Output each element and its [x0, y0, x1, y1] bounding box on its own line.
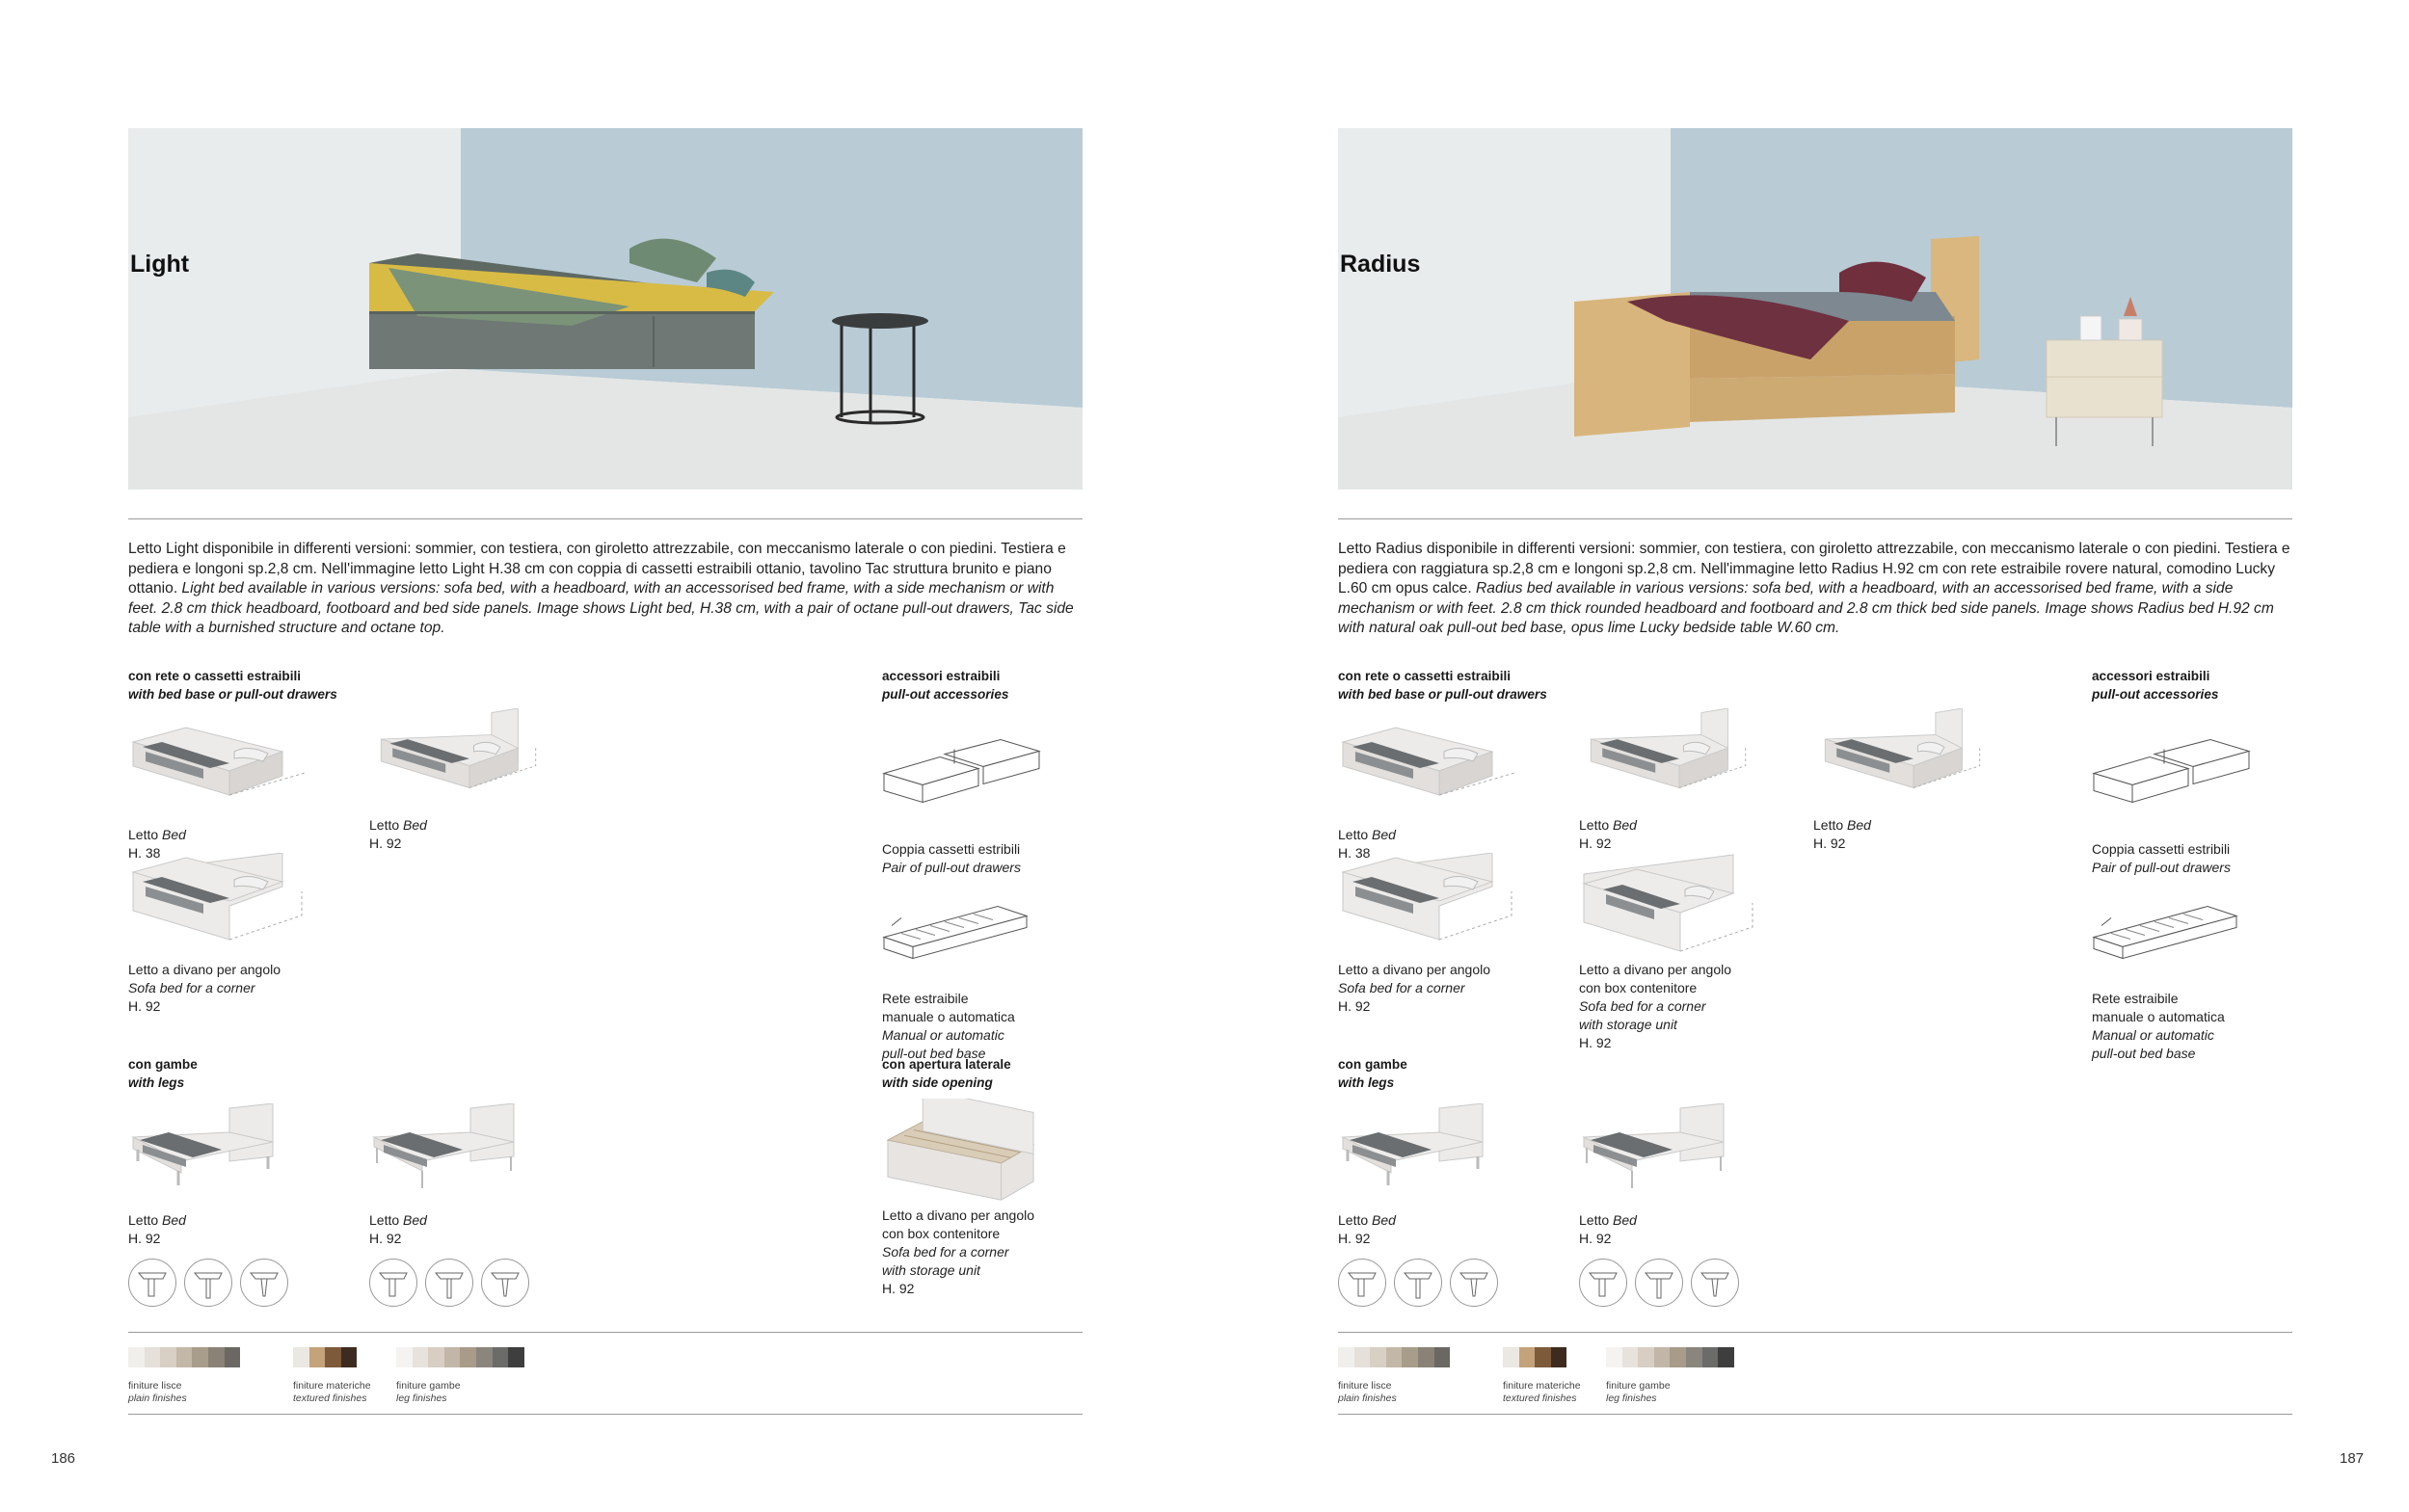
caption-height: H. 92 [1338, 998, 1371, 1014]
item-caption [882, 990, 1075, 1063]
item-caption [1579, 816, 1772, 853]
swatch-label-legs [1606, 1380, 1671, 1405]
color-swatch [176, 1347, 193, 1367]
swatch-label-en: textured finishes [1503, 1393, 1577, 1404]
leg-finish-icon [240, 1259, 288, 1307]
bed-thumbnail [369, 708, 548, 814]
color-swatch [1606, 1347, 1622, 1367]
caption-it: Letto a divano per angolo [1338, 962, 1491, 977]
divider [128, 518, 1083, 519]
color-swatch [396, 1347, 413, 1367]
caption-height: H. 92 [1813, 836, 1846, 851]
item-bed-h92-alt [1813, 708, 2006, 853]
caption-en: Pair of pull-out drawers [2092, 860, 2231, 875]
caption-it-2: con box contenitore [882, 1226, 1001, 1241]
divider [1338, 1414, 2292, 1415]
caption-en-2: with storage unit [882, 1262, 980, 1278]
caption-en: Sofa bed for a corner [1338, 980, 1465, 995]
swatches-plain [128, 1347, 240, 1367]
leg-finish-icon [1635, 1259, 1683, 1307]
item-caption [128, 961, 321, 1016]
color-swatch [1654, 1347, 1671, 1367]
color-swatch [1386, 1347, 1403, 1367]
bed-thumbnail [1338, 718, 1516, 824]
caption-name-line [1579, 1211, 1772, 1230]
caption-height: H. 92 [128, 1231, 161, 1246]
item-caption [1579, 961, 1772, 1052]
leg-finish-icons [369, 1259, 529, 1307]
product-title: Light [130, 251, 190, 278]
section-accessories-heading [2092, 667, 2218, 703]
caption-name-en: Bed [1613, 1212, 1637, 1228]
color-swatch [1503, 1347, 1519, 1367]
section-drawers-heading [128, 667, 337, 703]
caption-name-en: Bed [162, 827, 186, 842]
caption-name: Letto [128, 1212, 163, 1228]
color-swatch [1370, 1347, 1386, 1367]
bed-thumbnail [128, 718, 307, 824]
section-legs-heading [128, 1055, 198, 1092]
color-swatch [1702, 1347, 1719, 1367]
caption-it-2: manuale o automatica [882, 1009, 1015, 1024]
leg-finish-icon [128, 1259, 176, 1307]
caption-it: Rete estraibile [882, 991, 969, 1006]
description-it: Letto Radius disponibile in differenti versioni: sommier, con testiera, con giroletto attrezzabile, con meccanismo laterale o con piedini. Testiera e pediera con raggiatura sp.2,8 cm e longoni sp.2,8 cm. Nell'immagine letto Radius H.92 cm con rete estraibile rovere natural, comodino Lucky L.60 cm opus calce. [1338, 541, 2290, 597]
caption-name-line [1579, 816, 1772, 835]
color-swatch [413, 1347, 429, 1367]
swatch-label-it: finiture lisce [128, 1380, 182, 1392]
color-swatch [341, 1347, 358, 1367]
leg-finish-icon [1691, 1259, 1739, 1307]
caption-height: H. 38 [1338, 845, 1371, 861]
bed-thumbnail [1579, 708, 1757, 814]
caption-height: H. 92 [1579, 1035, 1612, 1050]
section-title: accessori estraibili [2092, 669, 2210, 683]
swatch-label-en: textured finishes [293, 1393, 367, 1404]
swatch-label-plain [1338, 1380, 1397, 1405]
swatch-label-it: finiture materiche [1503, 1380, 1581, 1392]
caption-en-2: with storage unit [1579, 1017, 1677, 1032]
section-subtitle: with legs [1338, 1075, 1395, 1090]
caption-name: Letto [369, 1212, 404, 1228]
color-swatch [476, 1347, 493, 1367]
leg-finish-icon [481, 1259, 529, 1307]
section-subtitle: pull-out accessories [882, 687, 1009, 702]
caption-it: Coppia cassetti estribili [882, 841, 1021, 857]
section-title: con gambe [1338, 1057, 1407, 1072]
item-leg-bed-1 [128, 1103, 321, 1248]
caption-height: H. 92 [882, 1281, 915, 1296]
color-swatch [145, 1347, 161, 1367]
item-bed-h92 [369, 708, 562, 853]
swatch-label-legs [396, 1380, 461, 1405]
color-swatch [460, 1347, 476, 1367]
color-swatch [1519, 1347, 1536, 1367]
item-caption [2092, 990, 2285, 1063]
color-swatch [1338, 1347, 1354, 1367]
light-bed-photo [128, 128, 1083, 490]
item-caption [128, 1211, 321, 1248]
divider [128, 1332, 1083, 1333]
color-swatch [1354, 1347, 1371, 1367]
drawer-pair-thumbnail [2092, 732, 2270, 838]
caption-name-en: Bed [162, 1212, 186, 1228]
section-subtitle: with side opening [882, 1075, 993, 1090]
caption-en: Manual or automatic [2092, 1027, 2214, 1043]
description-en: Light bed available in various versions: sofa bed, with a headboard, with an accessorised bed frame, with a side mechanism or with feet. 2.8 cm thick headboard, footboard and bed side panels. Image shows Light bed, H.38 cm, with a pair of octane pull-out drawers, Tac side table with a burnished structure and octane top. [128, 580, 1074, 637]
caption-name-line [128, 826, 321, 844]
leg-bed-thumbnail [128, 1103, 307, 1209]
item-bed-h38 [128, 718, 321, 862]
swatches-textured [1503, 1347, 1566, 1367]
section-subtitle: with bed base or pull-out drawers [1338, 687, 1547, 702]
caption-name-line [1813, 816, 2006, 835]
swatches-plain [1338, 1347, 1450, 1367]
left-content [128, 0, 1083, 1512]
page-number: 187 [2340, 1450, 2365, 1467]
color-swatch [1670, 1347, 1686, 1367]
caption-name-line [369, 816, 562, 835]
item-caption [2092, 840, 2285, 877]
pullout-bed-thumbnail [2092, 882, 2270, 988]
caption-name: Letto [1579, 817, 1614, 833]
caption-en: Manual or automatic [882, 1027, 1004, 1043]
caption-name-line [1338, 1211, 1531, 1230]
right-content [1338, 0, 2292, 1512]
caption-en: Pair of pull-out drawers [882, 860, 1021, 875]
caption-height: H. 92 [128, 998, 161, 1014]
caption-it: Letto a divano per angolo [882, 1207, 1035, 1223]
swatches-legs [1606, 1347, 1734, 1367]
caption-it-2: manuale o automatica [2092, 1009, 2225, 1024]
caption-name-line [128, 1211, 321, 1230]
item-pullout-bed [882, 882, 1075, 1063]
caption-en: Sofa bed for a corner [882, 1244, 1009, 1260]
swatches-legs [396, 1347, 524, 1367]
item-leg-bed-2 [369, 1103, 562, 1248]
swatch-label-it: finiture gambe [396, 1380, 461, 1392]
item-caption [882, 840, 1075, 877]
product-description [1338, 540, 2292, 639]
section-title: con rete o cassetti estraibili [1338, 669, 1512, 683]
color-swatch [428, 1347, 444, 1367]
light-bed-image [128, 128, 1083, 490]
item-caption [1579, 1211, 1772, 1248]
color-swatch [1418, 1347, 1434, 1367]
swatch-label-it: finiture materiche [293, 1380, 371, 1392]
item-bed-h92 [1579, 708, 1772, 853]
item-caption [882, 1207, 1075, 1298]
caption-it: Coppia cassetti estribili [2092, 841, 2231, 857]
color-swatch [1622, 1347, 1639, 1367]
sofa-bed-thumbnail [128, 853, 307, 959]
caption-name-en: Bed [1613, 817, 1637, 833]
section-accessories-heading [882, 667, 1008, 703]
caption-name: Letto [1813, 817, 1848, 833]
color-swatch [325, 1347, 341, 1367]
swatch-label-textured [1503, 1380, 1581, 1405]
section-subtitle: pull-out accessories [2092, 687, 2219, 702]
leg-bed-thumbnail [1579, 1103, 1757, 1209]
caption-it: Rete estraibile [2092, 991, 2179, 1006]
caption-name: Letto [1338, 827, 1373, 842]
section-title: con gambe [128, 1057, 198, 1072]
storage-sofa-thumbnail [882, 1099, 1060, 1205]
caption-height: H. 92 [1579, 836, 1612, 851]
leg-finish-icon [1394, 1259, 1442, 1307]
color-swatch [1402, 1347, 1418, 1367]
section-title: accessori estraibili [882, 669, 1001, 683]
radius-bed-photo [1338, 128, 2292, 490]
sofa-bed-thumbnail [1338, 853, 1516, 959]
caption-name: Letto [369, 817, 404, 833]
item-caption [1338, 961, 1531, 1016]
leg-finish-icon [369, 1259, 417, 1307]
section-title: con rete o cassetti estraibili [128, 669, 302, 683]
color-swatch [493, 1347, 509, 1367]
description-it: Letto Light disponibile in differenti versioni: sommier, con testiera, con giroletto attrezzabile, con meccanismo laterale o con piedini. Testiera e pediera e longoni sp.2,8 cm. Nell'immagine letto Light H.38 cm con coppia di cassetti estraibili ottanio, tavolino Tac struttura brunito e piano ottanio. [128, 541, 1066, 597]
leg-bed-thumbnail [369, 1103, 548, 1209]
caption-height: H. 92 [1338, 1231, 1371, 1246]
leg-finish-icons [128, 1259, 288, 1307]
caption-en: Sofa bed for a corner [128, 980, 255, 995]
leg-finish-icon [1338, 1259, 1386, 1307]
color-swatch [225, 1347, 241, 1367]
caption-height: H. 92 [369, 836, 402, 851]
item-storage-sofa [882, 1099, 1075, 1298]
caption-en-2: pull-out bed base [882, 1046, 986, 1061]
leg-bed-thumbnail [1338, 1103, 1516, 1209]
color-swatch [309, 1347, 326, 1367]
description-en: Radius bed available in various versions: sofa bed, with a headboard, with an accessorised bed frame, with a side mechanism or with feet. 2.8 cm thick rounded headboard and footboard and 2.8 cm thick bed side panels. Image shows Radius bed H.92 cm with natural oak pull-out bed base, opus lime Lucky bedside table W.60 cm. [1338, 580, 2274, 637]
divider [128, 1414, 1083, 1415]
pullout-bed-thumbnail [882, 882, 1060, 988]
item-caption [369, 816, 562, 853]
section-subtitle: with bed base or pull-out drawers [128, 687, 337, 702]
section-subtitle: with legs [128, 1075, 185, 1090]
color-swatch [1434, 1347, 1451, 1367]
section-drawers-heading [1338, 667, 1547, 703]
swatch-label-it: finiture lisce [1338, 1380, 1392, 1392]
swatch-label-it: finiture gambe [1606, 1380, 1671, 1392]
swatch-label-en: leg finishes [396, 1393, 447, 1404]
color-swatch [208, 1347, 225, 1367]
page-right [1205, 0, 2409, 1512]
caption-name: Letto [1579, 1212, 1614, 1228]
caption-name-en: Bed [403, 1212, 427, 1228]
color-swatch [444, 1347, 461, 1367]
caption-height: H. 92 [1579, 1231, 1612, 1246]
radius-bed-image [1338, 128, 2292, 490]
color-swatch [508, 1347, 524, 1367]
item-caption [369, 1211, 562, 1248]
leg-finish-icon [425, 1259, 473, 1307]
swatch-label-en: plain finishes [1338, 1393, 1397, 1404]
leg-finish-icon [184, 1259, 232, 1307]
item-leg-bed-2 [1579, 1103, 1772, 1248]
swatch-label-textured [293, 1380, 371, 1405]
color-swatch [1535, 1347, 1551, 1367]
item-drawer-pair [882, 732, 1075, 877]
leg-finish-icon [1450, 1259, 1498, 1307]
swatch-label-plain [128, 1380, 187, 1405]
divider [1338, 518, 2292, 519]
page-number: 186 [51, 1450, 76, 1467]
item-caption [1813, 816, 2006, 853]
swatch-label-en: leg finishes [1606, 1393, 1657, 1404]
item-sofa-bed [128, 853, 321, 1016]
section-legs-heading [1338, 1055, 1407, 1092]
item-storage-sofa [1579, 853, 1772, 1052]
section-title: con apertura laterale [882, 1057, 1011, 1072]
caption-name-line [1338, 826, 1531, 844]
color-swatch [160, 1347, 176, 1367]
caption-name-en: Bed [1372, 827, 1396, 842]
color-swatch [128, 1347, 145, 1367]
caption-name-en: Bed [403, 817, 427, 833]
caption-en: Sofa bed for a corner [1579, 998, 1706, 1014]
caption-name-en: Bed [1372, 1212, 1396, 1228]
product-description [128, 540, 1083, 639]
caption-height: H. 38 [128, 845, 161, 861]
caption-height: H. 92 [369, 1231, 402, 1246]
caption-it-2: con box contenitore [1579, 980, 1698, 995]
caption-name: Letto [128, 827, 163, 842]
leg-finish-icons [1338, 1259, 1498, 1307]
leg-finish-icon [1579, 1259, 1627, 1307]
storage-sofa-thumbnail [1579, 853, 1757, 959]
color-swatch [1686, 1347, 1702, 1367]
item-sofa-bed [1338, 853, 1531, 1016]
color-swatch [192, 1347, 208, 1367]
color-swatch [1718, 1347, 1734, 1367]
leg-finish-icons [1579, 1259, 1739, 1307]
divider [1338, 1332, 2292, 1333]
caption-it: Letto a divano per angolo [1579, 962, 1732, 977]
caption-name-line [369, 1211, 562, 1230]
drawer-pair-thumbnail [882, 732, 1060, 838]
section-side-heading [882, 1055, 1011, 1092]
color-swatch [293, 1347, 309, 1367]
bed-thumbnail [1813, 708, 1992, 814]
caption-it: Letto a divano per angolo [128, 962, 281, 977]
swatches-textured [293, 1347, 357, 1367]
item-pullout-bed [2092, 882, 2285, 1063]
product-title: Radius [1340, 251, 1421, 278]
item-caption [1338, 1211, 1531, 1248]
color-swatch [1638, 1347, 1654, 1367]
caption-name-en: Bed [1847, 817, 1871, 833]
item-drawer-pair [2092, 732, 2285, 877]
color-swatch [1551, 1347, 1567, 1367]
swatch-label-en: plain finishes [128, 1393, 187, 1404]
item-leg-bed-1 [1338, 1103, 1531, 1248]
item-bed-h38 [1338, 718, 1531, 862]
caption-name: Letto [1338, 1212, 1373, 1228]
caption-en-2: pull-out bed base [2092, 1046, 2196, 1061]
